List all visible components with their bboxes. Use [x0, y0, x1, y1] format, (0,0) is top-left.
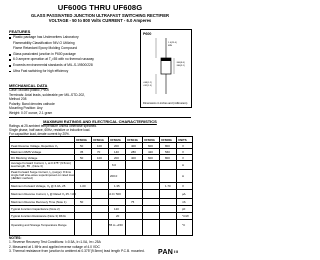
table-row	[10, 220, 192, 235]
row-label: Maximum RMS Voltage	[11, 149, 42, 154]
table-row	[10, 199, 192, 206]
column-divider	[176, 137, 177, 235]
header-cell: UF606G	[144, 137, 155, 142]
cell: 1.35	[114, 184, 120, 188]
unit-cell: V	[182, 155, 184, 160]
dimension-label: .360(9.1)	[176, 65, 185, 67]
table-row	[10, 190, 192, 199]
cell: 100	[97, 143, 102, 148]
unit-cell: nS	[182, 200, 186, 204]
cell: 50	[80, 143, 84, 148]
header-cell: UF601G	[93, 137, 104, 142]
cell: 120	[114, 207, 119, 211]
dimension-label: MIN	[168, 45, 173, 47]
note-item: 3. Thermal resistance from junction to ambient at 0.375"(9.5mm) lead length P.C.B. mounted.	[9, 249, 145, 254]
bullet-icon	[9, 65, 11, 67]
mechanical-list	[9, 88, 139, 116]
header-cell: UF600G	[76, 137, 87, 142]
package-drawing	[140, 29, 192, 108]
notes-heading: NOTES:	[9, 236, 22, 240]
page-title: UF600G THRU UF608G	[57, 3, 143, 12]
feature-item	[9, 69, 135, 75]
row-label: Maximum Reverse Current, I₁ @ Rated V₁ 25 / 100	[11, 192, 77, 196]
header-cell: UF604G	[127, 137, 138, 142]
mechanical-item: Mounting Position: Any	[9, 106, 43, 111]
brand-logo	[158, 249, 178, 256]
row-label: Typical Junction Capacitance (Note 2)	[11, 207, 60, 211]
column-divider	[142, 137, 143, 235]
header-cell: UF608G	[161, 137, 172, 142]
feature-text: 6.0 ampere operation at T⁁=55 with no thermal runaway	[13, 57, 94, 62]
unit-cell: A	[182, 174, 184, 178]
cell: 200	[114, 155, 119, 160]
ratings-note: For capacitive load, derate current by 20%.	[9, 132, 70, 136]
note-item: 2. Measured at 1 MHz and applied reverse voltage of 4.0 VDC	[9, 244, 100, 249]
unit-cell: pF	[182, 207, 186, 211]
bullet-icon	[9, 37, 11, 39]
cell: 70	[97, 149, 101, 154]
cell: 10.0 / 500	[108, 192, 121, 196]
row-label: Operating and Storage Temperature Range	[11, 223, 67, 227]
feature-text: Plastic package has Underwriters Laboratory	[13, 35, 79, 39]
cell: 600	[148, 155, 153, 160]
feature-text: Flame Retardant Epoxy Molding Compound	[13, 46, 78, 51]
cell: 140	[114, 149, 119, 154]
bullet-icon	[9, 54, 11, 56]
cell: 1.70	[165, 184, 171, 188]
column-divider	[91, 137, 92, 235]
dimension-label: 1.0(25.4)	[168, 42, 177, 44]
ratings-table	[9, 136, 193, 236]
features-heading: FEATURES	[9, 29, 31, 34]
cell: 800	[165, 155, 170, 160]
ratings-note: Single phase, half wave, 60Hz, resistive or inductive load.	[9, 128, 91, 132]
package-label: P600	[143, 32, 152, 36]
header-cell: UNITS	[178, 137, 187, 142]
note-item: 1. Reverse Recovery Test Conditions: I=0.5A, Ir=1.0A, Irr=.25A	[9, 240, 101, 245]
diode-outline-icon	[141, 30, 191, 107]
table-row	[10, 161, 192, 170]
table-row	[10, 206, 192, 213]
unit-cell: °C	[182, 223, 186, 227]
features-list	[9, 35, 135, 74]
row-label: Maximum Forward Voltage, V₄ @ 6.0A, 25	[11, 184, 66, 188]
cell: 200.0	[110, 174, 118, 178]
row-label: Typical Junction Resistance (Note 3) RθJA	[11, 214, 66, 218]
bullet-icon	[9, 71, 11, 73]
row-label: Peak Forward Surge Current, I₆ (surge): 8.3ms single half sine-wave superimposed on rated load (JEDEC method)	[11, 170, 75, 181]
mechanical-item: Weight: 0.07 ounce, 2.1 gram	[9, 110, 53, 115]
brand-logo-text: PAN	[158, 249, 174, 256]
feature-text: Flammability Classification 94V-O Utilizing	[13, 40, 75, 45]
mechanical-item: Case: Molded plastic, P600	[9, 88, 50, 92]
cell: 35	[80, 149, 84, 154]
cell: 560	[165, 149, 170, 154]
cell: 800	[165, 143, 170, 148]
unit-cell: V	[182, 184, 184, 188]
dimension-label: .340(8.6)	[176, 62, 185, 64]
feature-text: Exceeds environmental standards of MIL-S-19500/228	[13, 62, 93, 67]
ratings-section	[9, 117, 191, 137]
subtitle	[0, 13, 200, 23]
mechanical-item: Method 208	[9, 97, 27, 102]
dimension-label: .048(1.2)	[143, 82, 152, 84]
unit-cell: °C/W	[182, 214, 189, 218]
subtitle-line-1: GLASS PASSIVATED JUNCTION ULTRAFAST SWITCHING RECTIFIER	[30, 13, 170, 18]
subtitle-line-2: VOLTAGE - 50 to 800 Volts CURRENT - 6.0 Amperes	[48, 18, 152, 23]
row-label: Average Forward Current, I₀ at 0.375" (9.5mm) lead length, 55 , (Note 3)	[11, 161, 72, 169]
brand-logo-mark: III	[174, 249, 179, 254]
cell: 50	[80, 200, 84, 204]
feature-text: Glass passivated junction in P600 package	[13, 51, 76, 56]
feature-text: Ultra Fast switching for high efficiency	[13, 68, 69, 73]
cell: 280	[131, 149, 136, 154]
row-label: Peak Reverse Voltage, Repetitive V₀	[11, 143, 58, 148]
mechanical-item: Polarity: Band denotes cathode	[9, 101, 55, 106]
column-divider	[74, 137, 75, 235]
cell: 6.0	[112, 163, 117, 167]
ratings-heading: MAXIMUM RATINGS AND ELECTRICAL CHARACTERISTICS	[43, 119, 157, 124]
table-row	[10, 213, 192, 220]
table-row	[10, 183, 192, 190]
cell: 100	[97, 155, 102, 160]
cell: 20	[116, 214, 120, 218]
cell: 50	[80, 155, 84, 160]
ratings-note: Ratings at 25 ambient temperature unless otherwise specified.	[9, 124, 98, 128]
dimensions-note: Dimensions in inches and (millimeters)	[143, 102, 188, 105]
bullet-icon	[9, 59, 11, 61]
cell: 600	[148, 143, 153, 148]
cell: 400	[131, 143, 136, 148]
cell: 400	[131, 155, 136, 160]
mechanical-heading: MECHANICAL DATA	[9, 83, 48, 88]
cell: 1.00	[80, 184, 86, 188]
cell: -55 to +150	[108, 223, 123, 227]
cell: 75	[131, 200, 135, 204]
mechanical-item: Terminals: Axial leads, solderable per MIL-STD-202,	[9, 92, 86, 97]
row-label: Maximum Reverse Recovery Time (Note 1)	[11, 200, 67, 204]
cell: 200	[114, 143, 119, 148]
table-row	[10, 170, 192, 183]
dimension-label: .052(1.3)	[143, 85, 152, 87]
unit-cell: µA	[182, 192, 186, 196]
unit-cell: V	[182, 143, 184, 148]
unit-cell: A	[182, 163, 184, 167]
column-divider	[125, 137, 126, 235]
unit-cell: V	[182, 149, 184, 154]
cell: 420	[148, 149, 153, 154]
header-cell: UF602G	[110, 137, 121, 142]
column-divider	[159, 137, 160, 235]
column-divider	[108, 137, 109, 235]
row-label: DC Blocking Voltage	[11, 155, 38, 160]
